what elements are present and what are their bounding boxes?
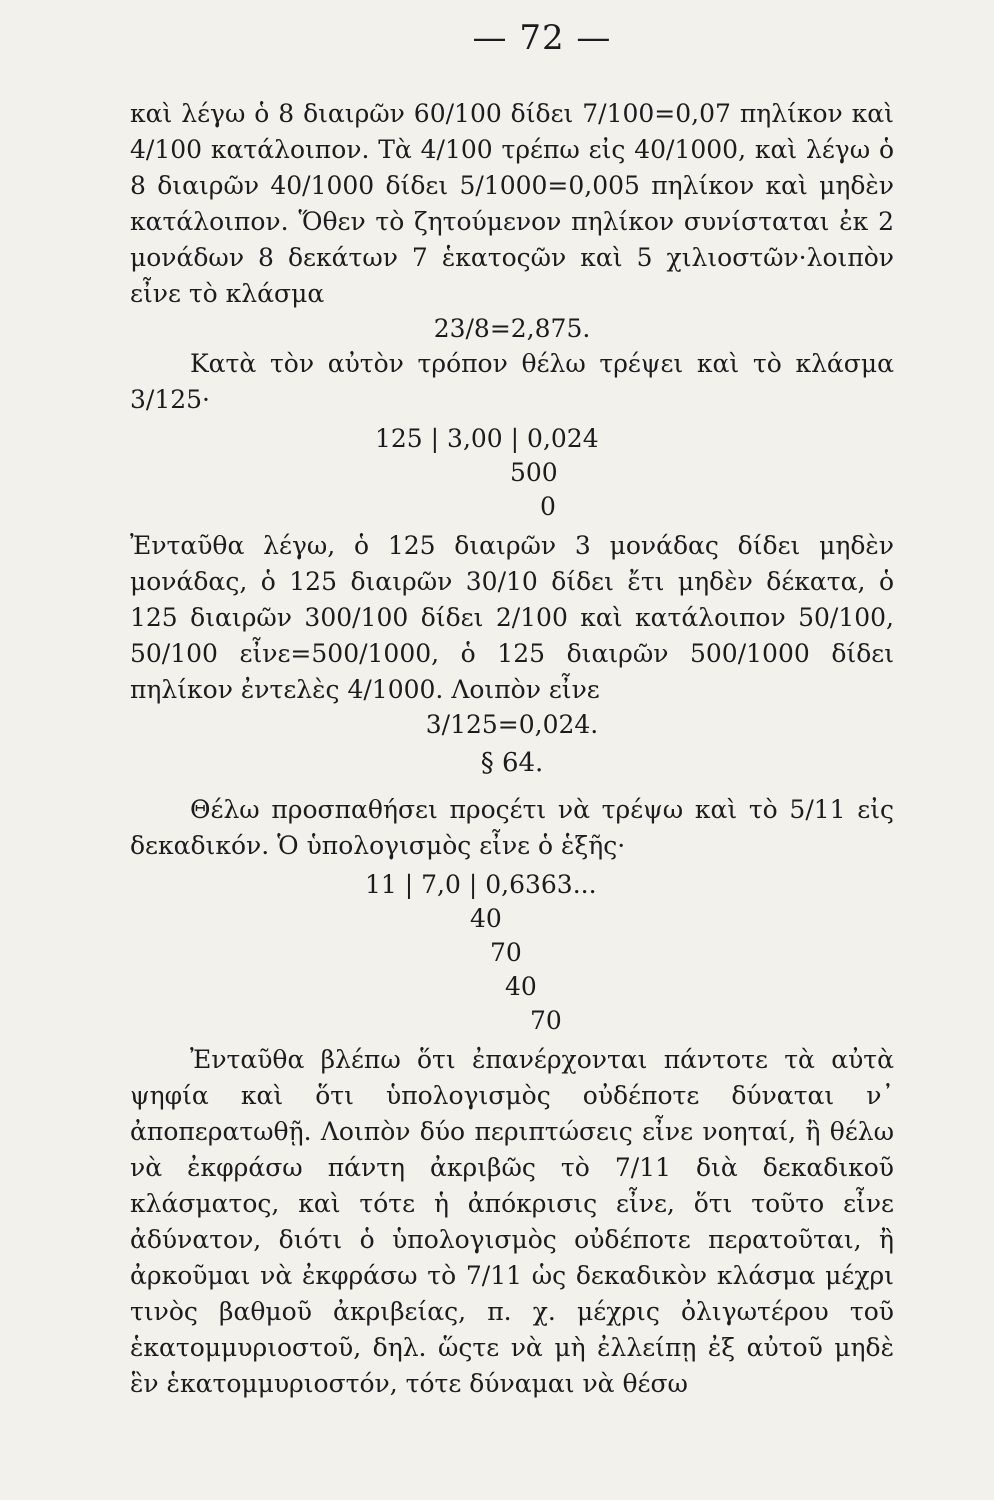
paragraph-3: Ἐνταῦθα λέγω, ὁ 125 διαιρῶν 3 μονάδας δίδει μηδὲν μονάδας, ὁ 125 διαιρῶν 30/10 δίδει ἔτι μηδὲν δέκατα, ὁ 125 διαιρῶν 300/100 δίδει 2/100 καὶ κατάλοιπον 50/100, 50/100 εἶνε=500/1000, ὁ 125 διαιρῶν 500/1000 δίδει πηλίκον ἐντελὲς 4/1000. Λοιπὸν εἶνε bbox=[130, 531, 894, 704]
division-step: 0 bbox=[540, 492, 556, 521]
paragraph-5: Ἐνταῦθα βλέπω ὅτι ἐπανέρχονται πάντοτε τὰ αὐτὰ ψηφία καὶ ὅτι ὑπολογισμὸς οὐδέποτε δύναται ν᾿ ἀποπερατωθῇ. Λοιπὸν δύο περιπτώσεις εἶνε νοηταί, ἢ θέλω νὰ ἐκφράσω πάντη ἀκριβῶς τὸ 7/11 διὰ δεκαδικοῦ κλάσματος, καὶ τότε ἡ ἀπόκρισις εἶνε, ὅτι τοῦτο εἶνε ἀδύνατον, διότι ὁ ὑπολογισμὸς οὐδέποτε περατοῦται, ἢ ἀρκοῦμαι νὰ ἐκφράσω τὸ 7/11 ὡς δεκαδικὸν κλάσμα μέχρι τινὸς βαθμοῦ ἀκριβείας, π. χ. μέχρις ὀλιγωτέρου τοῦ ἑκατομμυριοστοῦ, δηλ. ὥςτε νὰ μὴ ἐλλείπῃ ἐξ αὐτοῦ μηδὲ ἓν ἑκατομμυριοστόν, τότε δύναμαι νὰ θέσω bbox=[130, 1045, 894, 1398]
division-step: 40 bbox=[470, 904, 502, 933]
divisor: 11 bbox=[365, 870, 397, 899]
division-bar: | bbox=[460, 870, 486, 899]
divisor: 125 bbox=[375, 424, 423, 453]
equation-2: 3/125=0,024. bbox=[425, 710, 599, 739]
division-step: 500 bbox=[510, 458, 558, 487]
division-step: 70 bbox=[490, 938, 522, 967]
division-step: 70 bbox=[530, 1006, 562, 1035]
page-number: — 72 — bbox=[472, 18, 612, 58]
quotient: 0,6363... bbox=[485, 870, 597, 899]
long-division-1 bbox=[130, 422, 894, 524]
quotient: 0,024 bbox=[527, 424, 599, 453]
division-bar: | bbox=[396, 870, 422, 899]
section-heading: § 64. bbox=[480, 748, 544, 778]
dividend: 3,00 bbox=[447, 424, 503, 453]
equation-1: 23/8=2,875. bbox=[433, 314, 591, 343]
division-step: 40 bbox=[505, 972, 537, 1001]
paragraph-4: Θέλω προσπαθήσει προςέτι νὰ τρέψω καὶ τὸ 5/11 εἰς δεκαδικόν. Ὁ ὑπολογισμὸς εἶνε ὁ ἑξῆς· bbox=[130, 795, 894, 860]
division-bar: | bbox=[422, 424, 448, 453]
long-division-2 bbox=[130, 868, 894, 1038]
division-header bbox=[365, 868, 894, 902]
paragraph-1: καὶ λέγω ὁ 8 διαιρῶν 60/100 δίδει 7/100=0,07 πηλίκον καὶ 4/100 κατάλοιπον. Τὰ 4/100 τρέπω εἰς 40/1000, καὶ λέγω ὁ 8 διαιρῶν 40/1000 δίδει 5/1000=0,005 πηλίκον καὶ μηδὲν κατάλοιπον. Ὅθεν τὸ ζητούμενον πηλίκον συνίσταται ἐκ 2 μονάδων 8 δεκάτων 7 ἑκατοςῶν καὶ 5 χιλιοστῶν·λοιπὸν εἶνε τὸ κλάσμα bbox=[130, 99, 894, 308]
division-header bbox=[375, 422, 894, 456]
dividend: 7,0 bbox=[421, 870, 461, 899]
division-bar: | bbox=[502, 424, 528, 453]
paragraph-2: Κατὰ τὸν αὐτὸν τρόπον θέλω τρέψει καὶ τὸ κλάσμα 3/125· bbox=[130, 349, 894, 414]
